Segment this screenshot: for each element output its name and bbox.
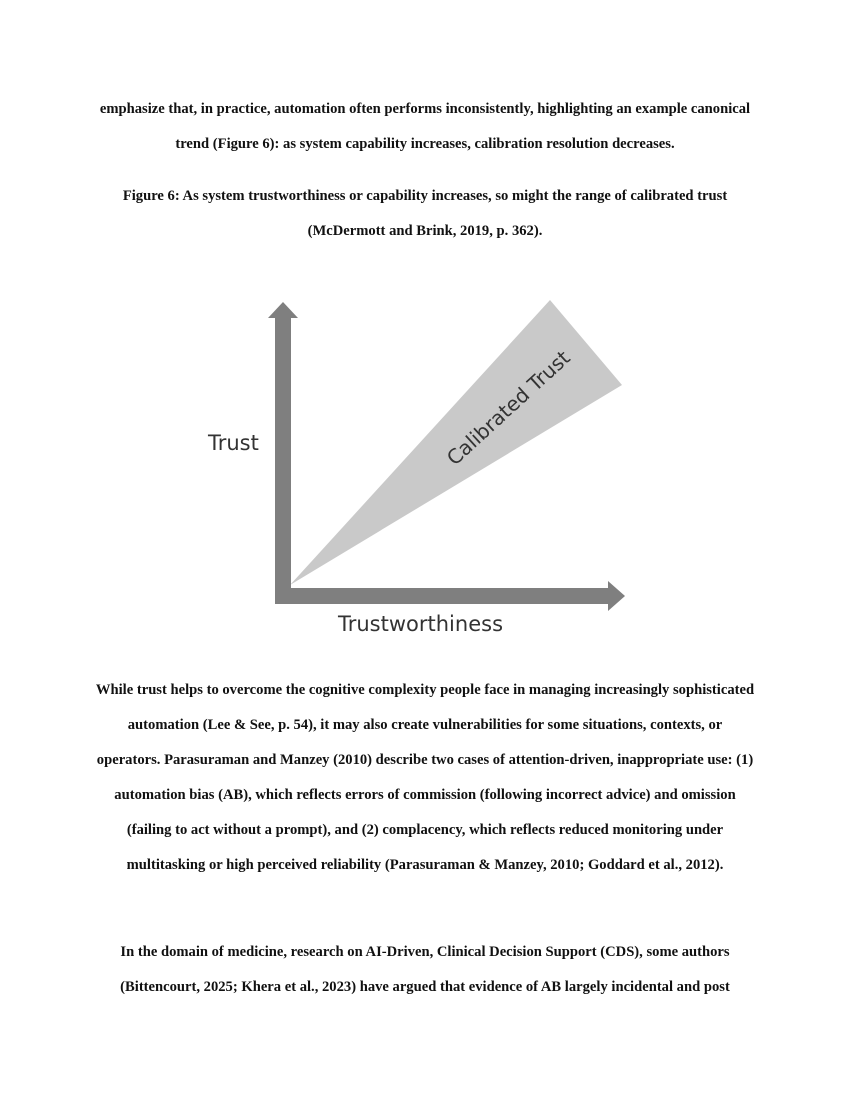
- y-axis-label: Trust: [208, 431, 259, 455]
- figure-caption: Figure 6: As system trustworthiness or capability increases, so might the range of calibrated trust (McDermott and Brink, 2019, p. 362).: [122, 188, 728, 239]
- y-axis: [275, 318, 291, 603]
- y-axis-arrowhead: [268, 302, 298, 318]
- body-paragraph-2: In the domain of medicine, research on AI-Driven, Clinical Decision Support (CDS), some authors (Bittencourt, 2025; Khera et al., 2023) have argued that evidence of AB largely incidental and post: [120, 944, 730, 995]
- body-paragraph-1: While trust helps to overcome the cognitive complexity people face in managing increasingly sophisticated automation (Lee & See, p. 54), it may also create vulnerabilities for some situations, contexts, or operators. Parasuraman and Manzey (2010) describe two cases of attention-driven, inappropriate use: (1) automation bias (AB), which reflects errors of commission (following incorrect advice) and omission (failing to act without a prompt), and (2) complacency, which reflects reduced monitoring under multitasking or high perceived reliability (Parasuraman & Manzey, 2010; Goddard et al., 2012).: [95, 682, 755, 873]
- x-axis-arrowhead: [608, 581, 625, 611]
- figure-diagram: [195, 290, 645, 645]
- intro-paragraph: emphasize that, in practice, automation often performs inconsistently, highlighting an example canonical trend (Figure 6): as system capability increases, calibration resolution decreases.: [99, 101, 751, 152]
- trust-calibration-figure: [195, 290, 645, 645]
- calibrated-trust-label: Calibrated Trust: [441, 345, 575, 471]
- x-axis-label: Trustworthiness: [338, 612, 504, 636]
- x-axis: [275, 588, 610, 604]
